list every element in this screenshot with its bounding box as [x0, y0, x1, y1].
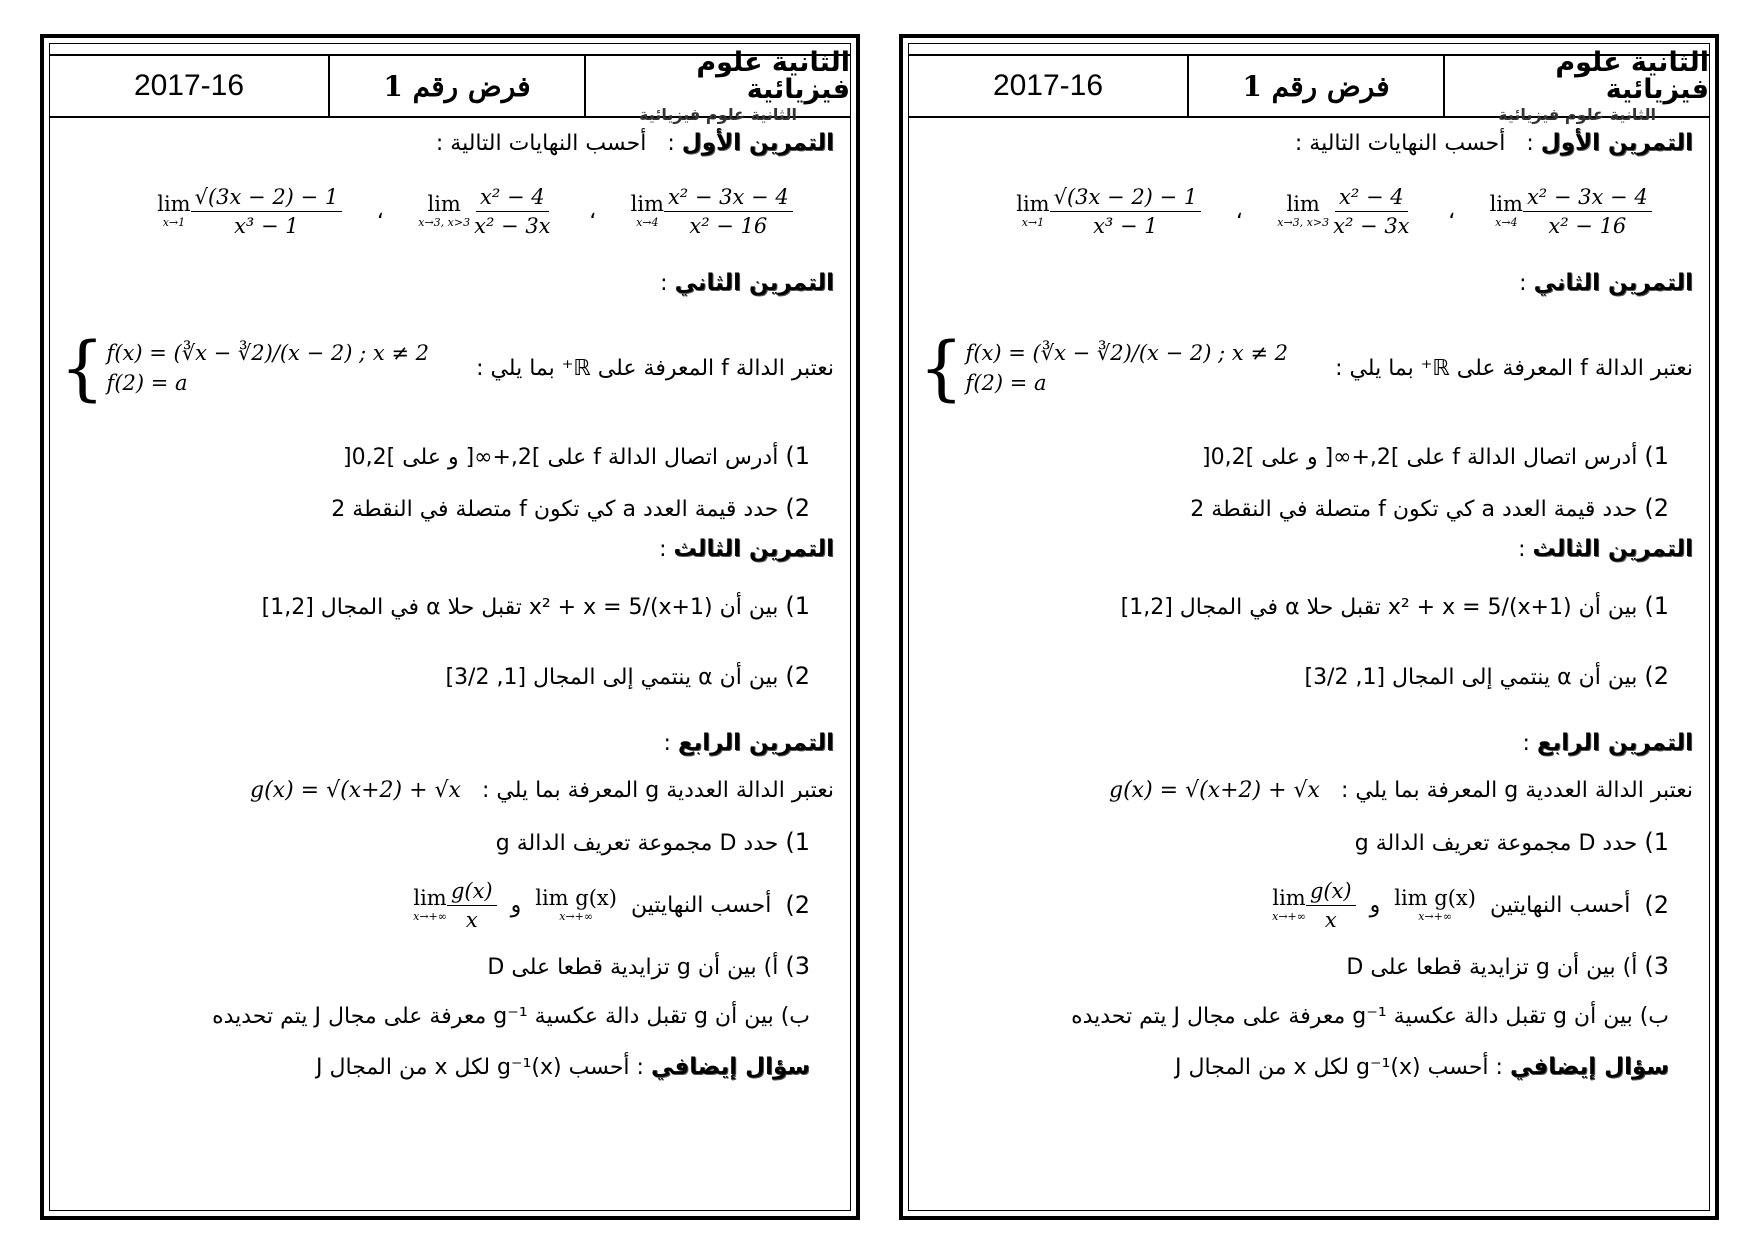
separator: ،: [589, 198, 597, 224]
text-fragment: أحسب النهايتين: [1489, 892, 1631, 918]
ex4-q1: [60, 828, 810, 856]
text-fragment: التمرين الثاني: [1533, 270, 1693, 296]
class-title-ghost: الثانية علوم فيزيائية: [1498, 105, 1656, 124]
ex4-q3a: [60, 952, 810, 980]
text-fragment: x² − 3x − 4: [664, 185, 793, 212]
text-fragment: √(3x − 2) − 1: [1050, 185, 1202, 212]
ex2-intro: نعتبر الدالة f المعرفة على ℝ⁺ بما يلي :: [1335, 355, 1693, 381]
text-fragment: أدرس اتصال الدالة f على ]2,+∞[ و على ]0,2[: [1202, 445, 1638, 470]
text-fragment: x→+∞: [559, 910, 593, 923]
lim-operator: lim x→1: [1016, 192, 1050, 229]
ex4-q2: [919, 870, 1669, 940]
text-fragment: بين أن α ينتمي إلى المجال [1, 3/2]: [1304, 665, 1638, 690]
text-fragment: 2): [1644, 494, 1669, 522]
lim-operator: lim x→3, x>3: [1277, 192, 1330, 229]
brace-icon: {: [919, 327, 964, 409]
bonus-text: أحسب g⁻¹(x) لكل x من المجال J: [316, 1055, 630, 1080]
ex4-heading-line: التمرين الرابع :: [1522, 730, 1693, 756]
ex3-q1: [919, 592, 1669, 620]
text-fragment: x→4: [1495, 216, 1518, 229]
class-title-text: الثانية علوم فيزيائية: [1555, 47, 1709, 105]
ex4-intro-line: [60, 778, 834, 803]
text-fragment: x→+∞: [1272, 910, 1306, 923]
ex2-heading-line: التمرين الثاني :: [660, 270, 834, 296]
school-year: 2017-16: [50, 56, 330, 116]
sheet-frame: [49, 43, 851, 1211]
text-fragment: 2): [1644, 662, 1669, 690]
text-fragment: x→1: [162, 216, 186, 229]
text-fragment: حدد D مجموعة تعريف الدالة g: [495, 831, 779, 856]
ex4-q3b: [60, 1004, 810, 1029]
school-year: 2017-16: [909, 56, 1189, 116]
text-fragment: x: [465, 907, 478, 932]
ex2-q1: [919, 442, 1669, 470]
text-fragment: 1): [1644, 828, 1669, 856]
lim-operator: lim x→1: [157, 192, 191, 229]
ex3-q2: [919, 662, 1669, 690]
text-fragment: التمرين الأول: [1540, 130, 1693, 156]
ex4-q3a: [919, 952, 1669, 980]
text-fragment: التمرين الثالث: [673, 536, 834, 562]
ex3-q2: [60, 662, 810, 690]
text-fragment: x→+∞: [1418, 910, 1452, 923]
text-fragment: x³ − 1: [1093, 213, 1158, 238]
text-fragment: x→1: [1021, 216, 1045, 229]
text-fragment: x² − 4: [476, 185, 549, 212]
class-title: [586, 47, 850, 124]
lim-operator: lim x→4: [1489, 192, 1523, 229]
brace-icon: {: [60, 327, 105, 409]
text-fragment: g(x): [447, 879, 497, 906]
lim-operator: lim x→+∞: [413, 886, 447, 923]
lim-operator: lim x→+∞: [1272, 886, 1306, 923]
bonus-text: أحسب g⁻¹(x) لكل x من المجال J: [1175, 1055, 1489, 1080]
text-fragment: حدد قيمة العدد a كي تكون f متصلة في النقطة 2: [1190, 497, 1638, 522]
text-fragment: 1): [785, 592, 810, 620]
text-fragment: x² − 16: [1548, 213, 1627, 238]
ex2-case2: f(2) = a: [965, 371, 1047, 395]
test-title: فرض رقم 1: [330, 56, 586, 116]
lim-operator: lim x→4: [630, 192, 664, 229]
ex1-instruction: أحسب النهايات التالية :: [1294, 131, 1506, 156]
text-fragment: g(x): [1306, 879, 1356, 906]
text-fragment: التمرين الرابع: [677, 730, 834, 756]
text-fragment: 2): [785, 494, 810, 522]
ex2-intro: نعتبر الدالة f المعرفة على ℝ⁺ بما يلي :: [476, 355, 834, 381]
ex4-intro: نعتبر الدالة العددية g المعرفة بما يلي :: [1340, 778, 1693, 803]
separator: ،: [376, 198, 384, 224]
ex4-limit-1: [1394, 888, 1476, 922]
sheet-body: [50, 122, 850, 1210]
text-fragment: x² − 4: [1335, 185, 1408, 212]
ex4-intro: نعتبر الدالة العددية g المعرفة بما يلي :: [481, 778, 834, 803]
limit-c: [157, 185, 342, 238]
text-fragment: سؤال إيضافي: [650, 1054, 810, 1080]
bonus-title: [1510, 1054, 1669, 1080]
text-fragment: 3): [785, 952, 810, 980]
ex1-heading-line: التمرين الأول : أحسب النهايات التالية :: [435, 130, 834, 156]
limit-a-fraction: [1523, 185, 1652, 238]
text-fragment: lim g(x): [1394, 886, 1476, 910]
text-fragment: 2): [1644, 891, 1669, 919]
text-fragment: أ) بين أن g تزايدية قطعا على D: [1346, 955, 1638, 980]
ex1-title: [1541, 130, 1693, 156]
limit-b: [1277, 185, 1413, 238]
ex3-title: [1532, 536, 1693, 562]
text-fragment: 1): [785, 442, 810, 470]
ex1-limits: [140, 166, 810, 256]
limit-b: [418, 185, 554, 238]
ex4-intro-line: [919, 778, 1693, 803]
ex4-gdef: g(x) = √(x+2) + √x: [1109, 778, 1320, 803]
ex2-definition: [60, 318, 834, 418]
limit-c-fraction: [1050, 185, 1202, 238]
text-fragment: بين أن α ينتمي إلى المجال [1, 3/2]: [445, 665, 779, 690]
sheet-frame: [908, 43, 1710, 1211]
ex2-case1: f(x) = (∛x − ∛2)/(x − 2) ; x ≠ 2: [965, 341, 1288, 365]
text-fragment: 3): [1644, 952, 1669, 980]
ex2-piecewise: [60, 327, 429, 409]
ex4-title: [678, 730, 834, 756]
ex4-limit-2: [413, 879, 496, 932]
text-fragment: أحسب النهايتين: [630, 892, 772, 918]
text-fragment: x² − 3x: [474, 213, 551, 238]
text-fragment: ب) بين أن g تقبل دالة عكسية g⁻¹ معرفة على مجال J يتم تحديده: [212, 1004, 810, 1029]
exam-sheet-left: [40, 34, 860, 1220]
text-fragment: سؤال إيضافي: [1509, 1054, 1669, 1080]
ex4-q3b: [919, 1004, 1669, 1029]
bonus-title: [651, 1054, 810, 1080]
text-fragment: أدرس اتصال الدالة f على ]2,+∞[ و على ]0,2[: [343, 445, 779, 470]
ex4-heading-line: التمرين الرابع :: [663, 730, 834, 756]
ex2-piecewise: [919, 327, 1288, 409]
limit-b-fraction: [470, 185, 554, 238]
text-fragment: x² − 3x: [1333, 213, 1410, 238]
ex2-case2: f(2) = a: [106, 371, 188, 395]
separator: ،: [1448, 198, 1456, 224]
limit-a: [1490, 185, 1652, 238]
ex1-title: [682, 130, 834, 156]
text-fragment: x→4: [636, 216, 659, 229]
class-title-ghost: الثانية علوم فيزيائية: [639, 105, 797, 124]
ex2-case1: f(x) = (∛x − ∛2)/(x − 2) ; x ≠ 2: [106, 341, 429, 365]
ex3-heading-line: التمرين الثالث :: [659, 536, 834, 562]
ex3-title: [673, 536, 834, 562]
text-fragment: x: [1324, 907, 1337, 932]
ex4-q1: [919, 828, 1669, 856]
text-fragment: x→3, x>3: [1277, 216, 1330, 229]
limit-c-fraction: [191, 185, 343, 238]
ex3-q1: [60, 592, 810, 620]
text-fragment: 2): [785, 891, 810, 919]
limit-a: [631, 185, 793, 238]
text-fragment: التمرين الثاني: [674, 270, 834, 296]
text-fragment: x→3, x>3: [418, 216, 471, 229]
ex1-limits: [999, 166, 1669, 256]
text-fragment: 1): [1644, 592, 1669, 620]
ex2-heading-line: التمرين الثاني :: [1519, 270, 1693, 296]
test-title: فرض رقم 1: [1189, 56, 1445, 116]
text-fragment: x² − 3x − 4: [1523, 185, 1652, 212]
text-fragment: التمرين الثالث: [1532, 536, 1693, 562]
ex1-heading-line: التمرين الأول : أحسب النهايات التالية :: [1294, 130, 1693, 156]
text-fragment: x³ − 1: [234, 213, 299, 238]
text-fragment: √(3x − 2) − 1: [191, 185, 343, 212]
limit-b-fraction: [1329, 185, 1413, 238]
ex4-limit-1: [535, 888, 617, 922]
lim-operator: lim x→3, x>3: [418, 192, 471, 229]
text-fragment: حدد قيمة العدد a كي تكون f متصلة في النقطة 2: [331, 497, 779, 522]
exam-sheet-right: [899, 34, 1719, 1220]
ex4-title: [1537, 730, 1693, 756]
sheet-header: [909, 47, 1709, 124]
class-title-text: الثانية علوم فيزيائية: [696, 47, 850, 105]
ex1-instruction: أحسب النهايات التالية :: [435, 131, 647, 156]
text-fragment: x² − 16: [689, 213, 768, 238]
text-fragment: أ) بين أن g تزايدية قطعا على D: [487, 955, 779, 980]
ex4-limit-2: [1272, 879, 1355, 932]
ex2-definition: [919, 318, 1693, 418]
text-fragment: x→+∞: [413, 910, 447, 923]
limit-a-fraction: [664, 185, 793, 238]
text-fragment: التمرين الرابع: [1536, 730, 1693, 756]
text-fragment: ب) بين أن g تقبل دالة عكسية g⁻¹ معرفة على مجال J يتم تحديده: [1071, 1004, 1669, 1029]
limit-c: [1016, 185, 1201, 238]
text-fragment: 2): [785, 662, 810, 690]
ex2-title: [675, 270, 834, 296]
bonus-line: سؤال إيضافي : أحسب g⁻¹(x) لكل x من المجال J: [316, 1054, 810, 1080]
ex4-and: و: [1369, 892, 1381, 918]
text-fragment: بين أن x² + x = 5/(x+1) تقبل حلا α في المجال [1,2]: [261, 595, 779, 620]
separator: ،: [1235, 198, 1243, 224]
sheet-body: [909, 122, 1709, 1210]
ex2-q1: [60, 442, 810, 470]
ex2-q2: [919, 494, 1669, 522]
ex2-title: [1534, 270, 1693, 296]
text-fragment: 1): [1644, 442, 1669, 470]
text-fragment: حدد D مجموعة تعريف الدالة g: [1354, 831, 1638, 856]
text-fragment: lim g(x): [535, 886, 617, 910]
ex2-q2: [60, 494, 810, 522]
ex4-gdef: g(x) = √(x+2) + √x: [250, 778, 461, 803]
text-fragment: التمرين الأول: [681, 130, 834, 156]
ex4-and: و: [510, 892, 522, 918]
ex4-q2: [60, 870, 810, 940]
ex3-heading-line: التمرين الثالث :: [1518, 536, 1693, 562]
text-fragment: بين أن x² + x = 5/(x+1) تقبل حلا α في المجال [1,2]: [1120, 595, 1638, 620]
sheet-header: [50, 47, 850, 124]
bonus-line: سؤال إيضافي : أحسب g⁻¹(x) لكل x من المجال J: [1175, 1054, 1669, 1080]
text-fragment: 1): [785, 828, 810, 856]
class-title: [1445, 47, 1709, 124]
